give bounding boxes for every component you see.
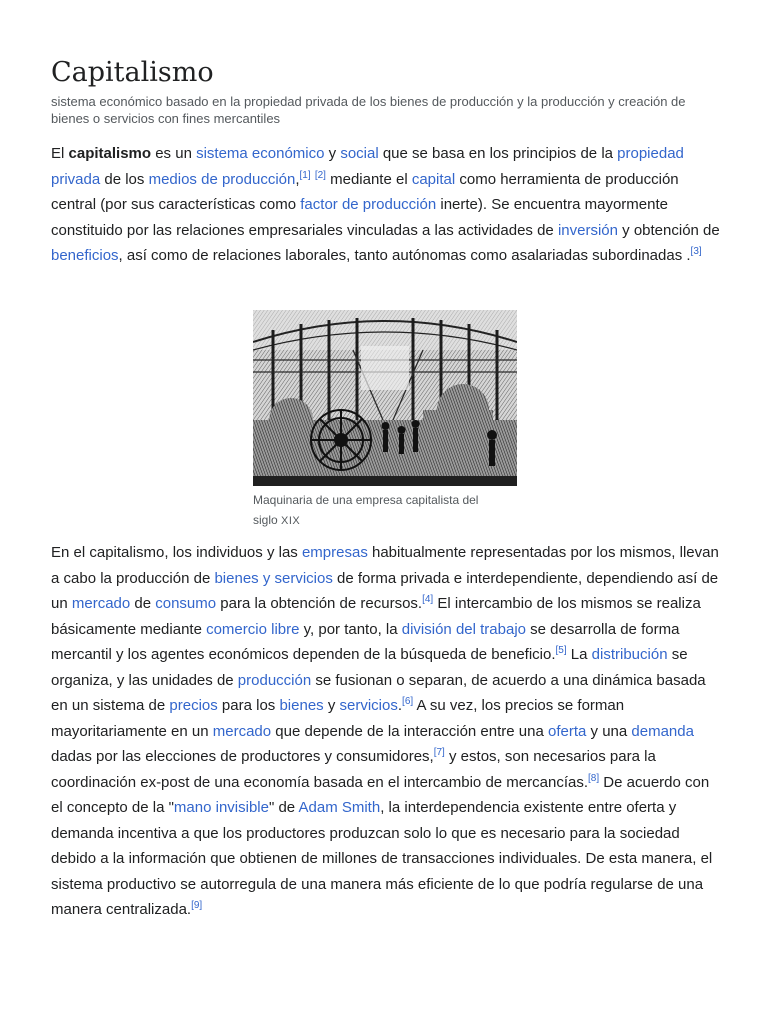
paragraph-intro	[51, 141, 721, 269]
link-medios-de-produccion[interactable]: medios de producción	[148, 170, 296, 188]
reference-3[interactable]: [3]	[690, 246, 702, 257]
link-factor-de-produccion[interactable]: factor de producción	[300, 196, 437, 213]
page-description: sistema económico basado en la propiedad privada de los bienes de producción y la producción y creación de bienes o servicios con fines mercantiles	[51, 94, 686, 126]
term-bold: capitalismo	[68, 145, 152, 162]
text: De acuerdo con el concepto de la "	[51, 773, 710, 816]
text: que depende de la interacción entre una	[271, 722, 548, 740]
text: se fusionan o separan, de acuerdo a una dinámica basada en un sistema de	[51, 671, 706, 714]
factory-machinery-image[interactable]	[253, 310, 517, 486]
link-servicios[interactable]: servicios	[339, 697, 398, 714]
link-social[interactable]: social	[340, 145, 379, 162]
link-mercado-2[interactable]: mercado	[212, 722, 272, 740]
reference-2[interactable]: [2]	[314, 169, 326, 181]
text: y estos, son necesarios para la coordinación ex-post de una economía basada en el intercambio de mercancías.	[51, 748, 656, 791]
text: y una	[586, 722, 632, 740]
text: La	[566, 646, 592, 663]
link-bienes[interactable]: bienes	[279, 697, 324, 714]
link-demanda[interactable]: demanda	[631, 722, 694, 740]
link-adam-smith[interactable]: Adam Smith	[298, 799, 381, 816]
reference-1[interactable]: [1]	[299, 169, 311, 181]
text: El intercambio de los mismos se realiza básicamente mediante	[51, 595, 701, 638]
link-capital[interactable]: capital	[411, 170, 456, 188]
reference-4[interactable]: [4]	[422, 594, 434, 605]
link-propiedad-privada[interactable]: propiedad privada	[51, 145, 684, 188]
text: , así como de relaciones laborales, tanto autónomas como asalariadas subordinadas .	[118, 247, 691, 264]
link-sistema-economico[interactable]: sistema económico	[196, 145, 325, 162]
link-empresas[interactable]: empresas	[301, 544, 368, 561]
text: se organiza, y las unidades de	[51, 646, 688, 689]
text: El	[51, 145, 69, 162]
link-distribucion[interactable]: distribución	[591, 646, 668, 663]
link-precios[interactable]: precios	[169, 697, 218, 714]
reference-8[interactable]: [8]	[588, 772, 600, 784]
reference-9[interactable]: [9]	[191, 900, 203, 911]
text: se desarrolla de forma mercantil y los agentes económicos dependen de la búsqueda de beneficio.	[51, 620, 680, 663]
link-produccion[interactable]: producción	[237, 671, 312, 689]
figure-caption	[253, 490, 503, 531]
text: y	[323, 697, 340, 714]
caption-text: Maquinaria de una empresa capitalista del siglo	[253, 493, 479, 527]
reference-5[interactable]: [5]	[555, 645, 567, 656]
link-oferta[interactable]: oferta	[548, 722, 587, 740]
text: inerte). Se encuentra mayormente constituido por las relaciones empresariales vinculadas a las actividades de	[51, 196, 668, 239]
paragraph-body	[51, 540, 721, 923]
text: mediante el	[325, 170, 412, 188]
link-division-del-trabajo[interactable]: división del trabajo	[401, 620, 526, 638]
text: para los	[217, 697, 280, 714]
text: dadas por las elecciones de productores y consumidores,	[51, 748, 434, 765]
text: de	[130, 595, 156, 612]
text: para la obtención de recursos.	[216, 595, 423, 612]
text: y, por tanto, la	[299, 620, 402, 638]
reference-7[interactable]: [7]	[433, 747, 445, 758]
text: como herramienta de producción central (por sus características como	[51, 170, 679, 213]
text: , la interdependencia existente entre oferta y demanda incentiva a que los productores produzcan solo lo que es necesario para la sociedad debido a la información que obtienen de millones de transacciones individuales. De esta manera, el sistema productivo se autorregula de una manera más eficiente de lo que podría regularse de una manera centralizada.	[51, 799, 713, 918]
text: En el capitalismo, los individuos y las	[51, 544, 302, 561]
link-beneficios[interactable]: beneficios	[51, 247, 119, 264]
page-title: Capitalismo	[51, 57, 214, 88]
text: es un	[151, 145, 197, 162]
text: que se basa en los principios de la	[378, 145, 618, 162]
text: y obtención de	[617, 221, 720, 239]
text: ,	[295, 170, 300, 188]
text: habitualmente representadas por los mismos, llevan a cabo la producción de	[51, 544, 719, 587]
figure	[253, 310, 517, 531]
link-mano-invisible[interactable]: mano invisible	[173, 799, 269, 816]
text: " de	[268, 799, 299, 816]
text: A su vez, los precios se forman mayoritariamente en un	[51, 697, 625, 740]
link-inversion[interactable]: inversión	[557, 221, 618, 239]
link-consumo[interactable]: consumo	[155, 595, 217, 612]
text: y	[324, 145, 341, 162]
link-comercio-libre[interactable]: comercio libre	[206, 620, 300, 638]
text: de los	[100, 170, 149, 188]
reference-6[interactable]: [6]	[402, 696, 414, 707]
link-bienes-y-servicios[interactable]: bienes y servicios	[214, 569, 333, 587]
text: .	[397, 697, 403, 714]
caption-century: XIX	[281, 515, 301, 527]
text: de forma privada e interdependiente, dependiendo así de un	[51, 569, 719, 612]
link-mercado[interactable]: mercado	[71, 595, 131, 612]
